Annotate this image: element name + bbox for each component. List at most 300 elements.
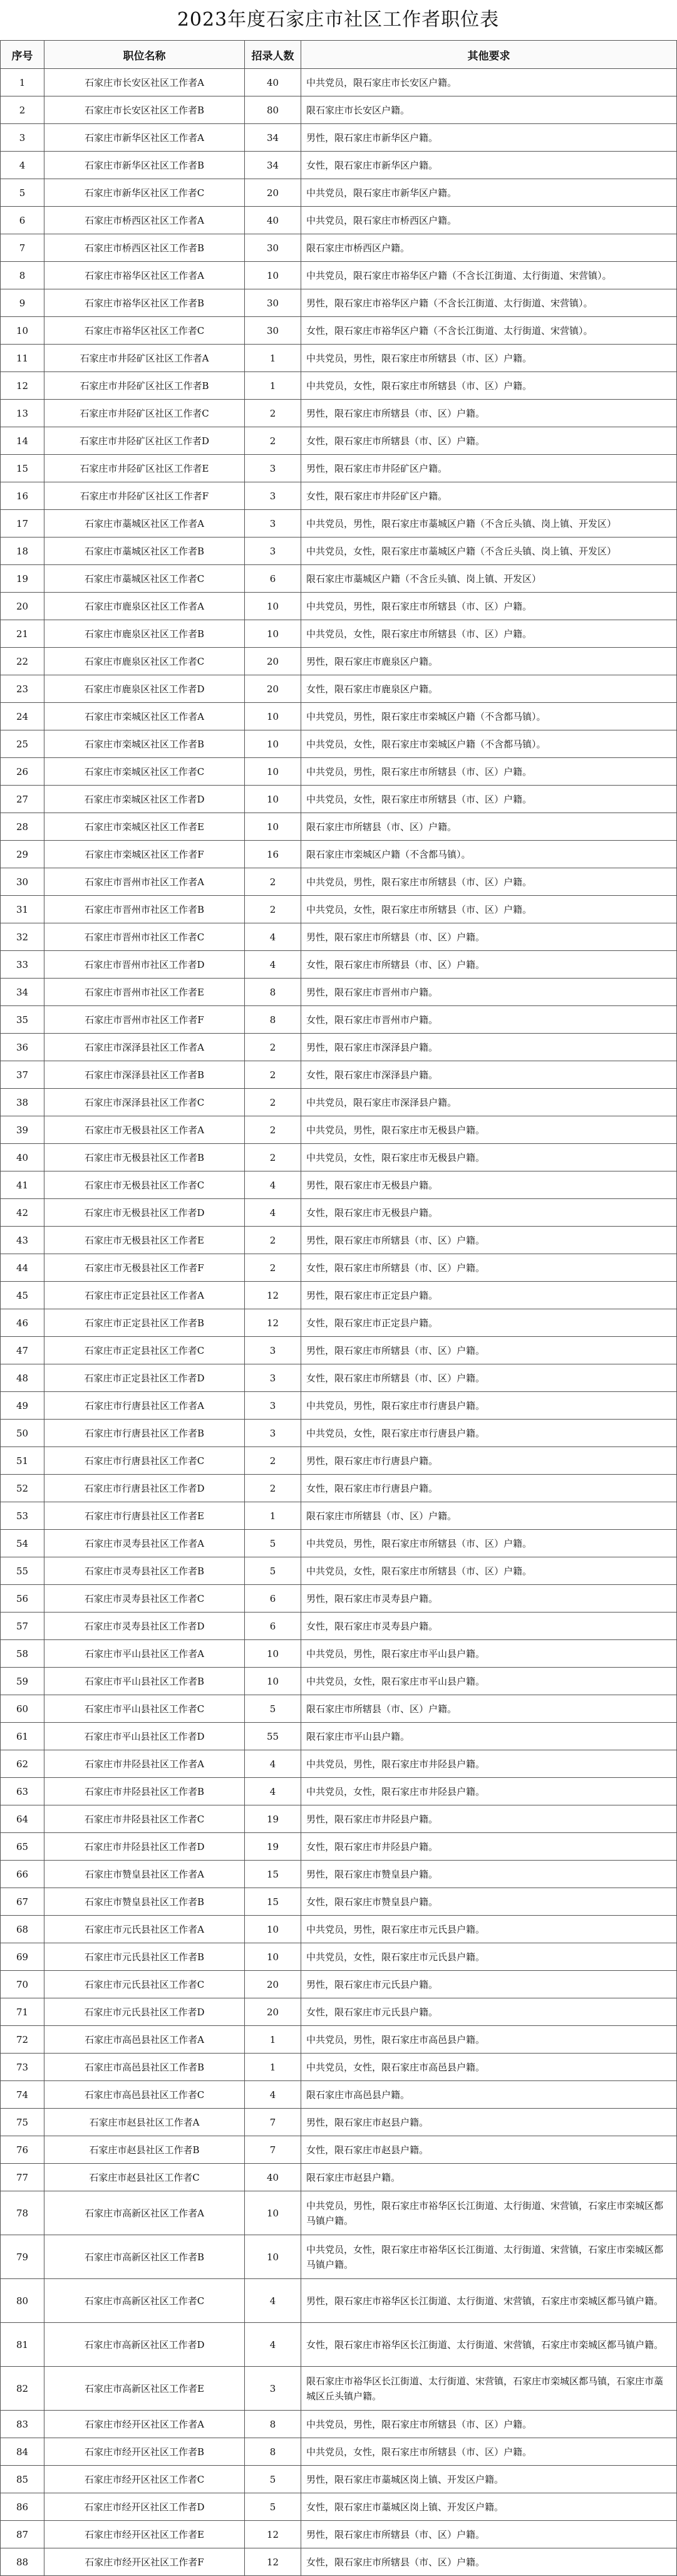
table-row [1, 1392, 677, 1420]
table-row [1, 2191, 677, 2235]
row-hire-count: 2 [245, 1144, 301, 1171]
row-hire-count: 3 [245, 538, 301, 565]
row-seq: 32 [1, 923, 44, 951]
row-requirements: 中共党员，男性，限石家庄市平山县户籍。 [301, 1640, 677, 1668]
row-hire-count: 12 [245, 2521, 301, 2548]
row-position-name: 石家庄市平山县社区工作者B [44, 1668, 245, 1695]
table-header-row [1, 41, 677, 69]
row-requirements: 男性，限石家庄市所辖县（市、区）户籍。 [301, 1227, 677, 1254]
row-seq: 15 [1, 455, 44, 482]
row-hire-count: 2 [245, 427, 301, 455]
row-seq: 67 [1, 1888, 44, 1916]
table-row [1, 1227, 677, 1254]
table-row [1, 2323, 677, 2367]
row-requirements: 中共党员，女性，限石家庄市裕华区长江街道、太行街道、宋营镇，石家庄市栾城区都马镇户籍。 [301, 2235, 677, 2279]
row-hire-count: 5 [245, 1530, 301, 1557]
row-requirements: 男性，限石家庄市元氏县户籍。 [301, 1971, 677, 1998]
row-seq: 33 [1, 951, 44, 979]
row-hire-count: 1 [245, 2054, 301, 2081]
table-row [1, 96, 677, 124]
row-hire-count: 15 [245, 1888, 301, 1916]
row-requirements: 中共党员，女性，限石家庄市高邑县户籍。 [301, 2054, 677, 2081]
row-position-name: 石家庄市深泽县社区工作者B [44, 1061, 245, 1089]
header-count: 招录人数 [245, 41, 301, 69]
row-hire-count: 80 [245, 96, 301, 124]
row-hire-count: 4 [245, 2081, 301, 2109]
row-hire-count: 4 [245, 1199, 301, 1227]
row-position-name: 石家庄市元氏县社区工作者D [44, 1998, 245, 2026]
table-row [1, 1199, 677, 1227]
row-requirements: 男性，限石家庄市裕华区户籍（不含长江街道、太行街道、宋营镇）。 [301, 289, 677, 317]
table-row [1, 1061, 677, 1089]
row-hire-count: 6 [245, 1585, 301, 1613]
table-row [1, 400, 677, 427]
row-seq: 87 [1, 2521, 44, 2548]
row-hire-count: 10 [245, 1640, 301, 1668]
row-seq: 70 [1, 1971, 44, 1998]
row-seq: 75 [1, 2109, 44, 2136]
row-requirements: 中共党员，男性，限石家庄市井陉县户籍。 [301, 1750, 677, 1778]
row-requirements: 男性，限石家庄市所辖县（市、区）户籍。 [301, 1337, 677, 1364]
row-seq: 24 [1, 703, 44, 730]
row-hire-count: 20 [245, 179, 301, 207]
table-row [1, 923, 677, 951]
row-requirements: 限石家庄市长安区户籍。 [301, 96, 677, 124]
row-seq: 2 [1, 96, 44, 124]
row-position-name: 石家庄市裕华区社区工作者C [44, 317, 245, 345]
row-hire-count: 4 [245, 1171, 301, 1199]
table-row [1, 482, 677, 510]
table-row [1, 1943, 677, 1971]
row-position-name: 石家庄市藁城区社区工作者A [44, 510, 245, 538]
row-requirements: 中共党员，男性，限石家庄市所辖县（市、区）户籍。 [301, 758, 677, 786]
row-seq: 61 [1, 1723, 44, 1750]
row-position-name: 石家庄市井陉矿区社区工作者E [44, 455, 245, 482]
row-hire-count: 2 [245, 1447, 301, 1475]
row-hire-count: 12 [245, 1282, 301, 1309]
table-row [1, 703, 677, 730]
row-requirements: 中共党员，男性，限石家庄市栾城区户籍（不含都马镇）。 [301, 703, 677, 730]
row-position-name: 石家庄市无极县社区工作者F [44, 1254, 245, 1282]
row-requirements: 中共党员，男性，限石家庄市裕华区长江街道、太行街道、宋营镇，石家庄市栾城区都马镇户籍。 [301, 2191, 677, 2235]
row-position-name: 石家庄市正定县社区工作者B [44, 1309, 245, 1337]
row-position-name: 石家庄市平山县社区工作者C [44, 1695, 245, 1723]
row-seq: 65 [1, 1833, 44, 1861]
table-row [1, 1695, 677, 1723]
row-hire-count: 40 [245, 207, 301, 234]
row-seq: 69 [1, 1943, 44, 1971]
row-requirements: 男性，限石家庄市所辖县（市、区）户籍。 [301, 400, 677, 427]
row-hire-count: 40 [245, 69, 301, 96]
table-row [1, 1613, 677, 1640]
table-row [1, 1089, 677, 1116]
row-position-name: 石家庄市裕华区社区工作者B [44, 289, 245, 317]
row-seq: 44 [1, 1254, 44, 1282]
table-row [1, 1475, 677, 1502]
row-position-name: 石家庄市行唐县社区工作者E [44, 1502, 245, 1530]
row-seq: 58 [1, 1640, 44, 1668]
row-requirements: 男性，限石家庄市赞皇县户籍。 [301, 1861, 677, 1888]
row-hire-count: 10 [245, 262, 301, 289]
row-seq: 7 [1, 234, 44, 262]
row-hire-count: 19 [245, 1833, 301, 1861]
row-requirements: 中共党员，限石家庄市新华区户籍。 [301, 179, 677, 207]
row-seq: 59 [1, 1668, 44, 1695]
row-seq: 62 [1, 1750, 44, 1778]
table-row [1, 1447, 677, 1475]
table-row [1, 2081, 677, 2109]
table-body [1, 69, 677, 2576]
row-requirements: 男性，限石家庄市井陉县户籍。 [301, 1805, 677, 1833]
row-seq: 19 [1, 565, 44, 593]
row-hire-count: 1 [245, 372, 301, 400]
row-hire-count: 7 [245, 2109, 301, 2136]
row-hire-count: 10 [245, 730, 301, 758]
page-title: 2023年度石家庄市社区工作者职位表 [177, 9, 500, 31]
row-hire-count: 10 [245, 2191, 301, 2235]
row-requirements: 男性，限石家庄市新华区户籍。 [301, 124, 677, 152]
row-position-name: 石家庄市井陉矿区社区工作者B [44, 372, 245, 400]
row-hire-count: 4 [245, 923, 301, 951]
row-seq: 73 [1, 2054, 44, 2081]
row-hire-count: 15 [245, 1861, 301, 1888]
table-row [1, 2411, 677, 2438]
row-hire-count: 3 [245, 455, 301, 482]
row-seq: 82 [1, 2367, 44, 2411]
table-row [1, 1282, 677, 1309]
row-requirements: 女性，限石家庄市行唐县户籍。 [301, 1475, 677, 1502]
row-requirements: 女性，限石家庄市元氏县户籍。 [301, 1998, 677, 2026]
table-row [1, 1971, 677, 1998]
row-requirements: 女性，限石家庄市所辖县（市、区）户籍。 [301, 1254, 677, 1282]
row-hire-count: 19 [245, 1805, 301, 1833]
table-row [1, 372, 677, 400]
row-position-name: 石家庄市晋州市社区工作者C [44, 923, 245, 951]
row-position-name: 石家庄市晋州市社区工作者F [44, 1006, 245, 1034]
row-seq: 39 [1, 1116, 44, 1144]
row-hire-count: 10 [245, 1916, 301, 1943]
row-hire-count: 8 [245, 2411, 301, 2438]
row-seq: 56 [1, 1585, 44, 1613]
row-requirements: 中共党员，女性，限石家庄市所辖县（市、区）户籍。 [301, 786, 677, 813]
row-hire-count: 20 [245, 648, 301, 675]
table-row [1, 317, 677, 345]
row-position-name: 石家庄市灵寿县社区工作者C [44, 1585, 245, 1613]
row-requirements: 中共党员，男性，限石家庄市元氏县户籍。 [301, 1916, 677, 1943]
table-row [1, 2367, 677, 2411]
row-hire-count: 4 [245, 2279, 301, 2323]
row-position-name: 石家庄市长安区社区工作者B [44, 96, 245, 124]
row-requirements: 中共党员，男性，限石家庄市所辖县（市、区）户籍。 [301, 593, 677, 620]
row-position-name: 石家庄市鹿泉区社区工作者D [44, 675, 245, 703]
row-seq: 8 [1, 262, 44, 289]
row-requirements: 女性，限石家庄市赞皇县户籍。 [301, 1888, 677, 1916]
row-seq: 64 [1, 1805, 44, 1833]
row-requirements: 中共党员，女性，限石家庄市栾城区户籍（不含都马镇）。 [301, 730, 677, 758]
row-seq: 14 [1, 427, 44, 455]
row-position-name: 石家庄市井陉矿区社区工作者D [44, 427, 245, 455]
header-requirements: 其他要求 [301, 41, 677, 69]
row-position-name: 石家庄市高新区社区工作者A [44, 2191, 245, 2235]
row-hire-count: 1 [245, 345, 301, 372]
table-row [1, 1668, 677, 1695]
row-position-name: 石家庄市平山县社区工作者D [44, 1723, 245, 1750]
row-position-name: 石家庄市井陉县社区工作者C [44, 1805, 245, 1833]
row-requirements: 中共党员，限石家庄市裕华区户籍（不含长江街道、太行街道、宋营镇）。 [301, 262, 677, 289]
table-row [1, 2235, 677, 2279]
row-requirements: 中共党员，男性，限石家庄市高邑县户籍。 [301, 2026, 677, 2054]
row-seq: 42 [1, 1199, 44, 1227]
row-seq: 66 [1, 1861, 44, 1888]
table-row [1, 951, 677, 979]
row-seq: 30 [1, 868, 44, 896]
row-requirements: 男性，限石家庄市行唐县户籍。 [301, 1447, 677, 1475]
row-position-name: 石家庄市元氏县社区工作者A [44, 1916, 245, 1943]
row-position-name: 石家庄市栾城区社区工作者D [44, 786, 245, 813]
row-hire-count: 1 [245, 2026, 301, 2054]
row-seq: 71 [1, 1998, 44, 2026]
table-row [1, 262, 677, 289]
row-requirements: 女性，限石家庄市所辖县（市、区）户籍。 [301, 427, 677, 455]
row-seq: 3 [1, 124, 44, 152]
row-position-name: 石家庄市赵县社区工作者A [44, 2109, 245, 2136]
row-seq: 23 [1, 675, 44, 703]
row-hire-count: 5 [245, 2493, 301, 2521]
row-hire-count: 30 [245, 234, 301, 262]
table-row [1, 1916, 677, 1943]
row-position-name: 石家庄市桥西区社区工作者A [44, 207, 245, 234]
row-requirements: 女性，限石家庄市鹿泉区户籍。 [301, 675, 677, 703]
row-hire-count: 6 [245, 1613, 301, 1640]
row-seq: 48 [1, 1364, 44, 1392]
row-requirements: 中共党员，限石家庄市长安区户籍。 [301, 69, 677, 96]
row-seq: 27 [1, 786, 44, 813]
row-hire-count: 3 [245, 1420, 301, 1447]
row-requirements: 女性，限石家庄市裕华区长江街道、太行街道、宋营镇，石家庄市栾城区都马镇户籍。 [301, 2323, 677, 2367]
table-row [1, 868, 677, 896]
table-row [1, 1861, 677, 1888]
row-requirements: 中共党员，女性，限石家庄市行唐县户籍。 [301, 1420, 677, 1447]
row-hire-count: 20 [245, 675, 301, 703]
row-position-name: 石家庄市正定县社区工作者C [44, 1337, 245, 1364]
table-row [1, 2466, 677, 2493]
row-seq: 16 [1, 482, 44, 510]
row-seq: 12 [1, 372, 44, 400]
row-position-name: 石家庄市藁城区社区工作者B [44, 538, 245, 565]
row-seq: 41 [1, 1171, 44, 1199]
row-position-name: 石家庄市栾城区社区工作者C [44, 758, 245, 786]
row-seq: 57 [1, 1613, 44, 1640]
row-position-name: 石家庄市新华区社区工作者B [44, 152, 245, 179]
row-seq: 68 [1, 1916, 44, 1943]
row-requirements: 中共党员，男性，限石家庄市所辖县（市、区）户籍。 [301, 2411, 677, 2438]
row-seq: 76 [1, 2136, 44, 2164]
row-requirements: 限石家庄市桥西区户籍。 [301, 234, 677, 262]
row-hire-count: 3 [245, 482, 301, 510]
row-requirements: 中共党员，男性，限石家庄市行唐县户籍。 [301, 1392, 677, 1420]
row-position-name: 石家庄市行唐县社区工作者A [44, 1392, 245, 1420]
row-position-name: 石家庄市鹿泉区社区工作者B [44, 620, 245, 648]
row-position-name: 石家庄市鹿泉区社区工作者C [44, 648, 245, 675]
row-position-name: 石家庄市赞皇县社区工作者B [44, 1888, 245, 1916]
row-seq: 55 [1, 1557, 44, 1585]
row-position-name: 石家庄市无极县社区工作者A [44, 1116, 245, 1144]
row-position-name: 石家庄市平山县社区工作者A [44, 1640, 245, 1668]
row-seq: 79 [1, 2235, 44, 2279]
row-requirements: 限石家庄市赵县户籍。 [301, 2164, 677, 2191]
row-hire-count: 30 [245, 317, 301, 345]
row-hire-count: 4 [245, 951, 301, 979]
row-seq: 52 [1, 1475, 44, 1502]
table-row [1, 289, 677, 317]
row-position-name: 石家庄市赵县社区工作者B [44, 2136, 245, 2164]
row-seq: 37 [1, 1061, 44, 1089]
row-seq: 34 [1, 979, 44, 1006]
row-position-name: 石家庄市高邑县社区工作者B [44, 2054, 245, 2081]
row-seq: 17 [1, 510, 44, 538]
row-hire-count: 10 [245, 703, 301, 730]
table-row [1, 1530, 677, 1557]
row-seq: 21 [1, 620, 44, 648]
row-hire-count: 10 [245, 758, 301, 786]
table-row [1, 1116, 677, 1144]
row-hire-count: 10 [245, 1943, 301, 1971]
row-requirements: 中共党员，女性，限石家庄市藁城区户籍（不含丘头镇、岗上镇、开发区） [301, 538, 677, 565]
table-row [1, 758, 677, 786]
row-position-name: 石家庄市行唐县社区工作者D [44, 1475, 245, 1502]
row-position-name: 石家庄市裕华区社区工作者A [44, 262, 245, 289]
table-row [1, 2109, 677, 2136]
table-row [1, 1420, 677, 1447]
row-position-name: 石家庄市晋州市社区工作者E [44, 979, 245, 1006]
table-row [1, 593, 677, 620]
table-row [1, 730, 677, 758]
row-hire-count: 4 [245, 1750, 301, 1778]
row-hire-count: 3 [245, 2367, 301, 2411]
row-requirements: 女性，限石家庄市所辖县（市、区）户籍。 [301, 951, 677, 979]
row-seq: 77 [1, 2164, 44, 2191]
row-hire-count: 16 [245, 841, 301, 868]
row-requirements: 限石家庄市所辖县（市、区）户籍。 [301, 1695, 677, 1723]
row-position-name: 石家庄市灵寿县社区工作者A [44, 1530, 245, 1557]
row-requirements: 男性，限石家庄市井陉矿区户籍。 [301, 455, 677, 482]
row-hire-count: 6 [245, 565, 301, 593]
row-hire-count: 34 [245, 152, 301, 179]
row-requirements: 女性，限石家庄市无极县户籍。 [301, 1199, 677, 1227]
table-row [1, 152, 677, 179]
row-requirements: 限石家庄市栾城区户籍（不含都马镇）。 [301, 841, 677, 868]
row-requirements: 女性，限石家庄市裕华区户籍（不含长江街道、太行街道、宋营镇）。 [301, 317, 677, 345]
row-seq: 74 [1, 2081, 44, 2109]
row-seq: 80 [1, 2279, 44, 2323]
row-hire-count: 8 [245, 2438, 301, 2466]
row-hire-count: 2 [245, 400, 301, 427]
row-seq: 25 [1, 730, 44, 758]
row-position-name: 石家庄市经开区社区工作者A [44, 2411, 245, 2438]
row-position-name: 石家庄市高新区社区工作者D [44, 2323, 245, 2367]
row-position-name: 石家庄市元氏县社区工作者B [44, 1943, 245, 1971]
table-row [1, 2521, 677, 2548]
row-position-name: 石家庄市经开区社区工作者C [44, 2466, 245, 2493]
row-hire-count: 2 [245, 868, 301, 896]
row-position-name: 石家庄市井陉县社区工作者D [44, 1833, 245, 1861]
row-position-name: 石家庄市高新区社区工作者B [44, 2235, 245, 2279]
row-position-name: 石家庄市栾城区社区工作者B [44, 730, 245, 758]
row-position-name: 石家庄市栾城区社区工作者F [44, 841, 245, 868]
row-seq: 26 [1, 758, 44, 786]
row-hire-count: 2 [245, 1089, 301, 1116]
table-row [1, 2164, 677, 2191]
table-row [1, 1805, 677, 1833]
row-seq: 50 [1, 1420, 44, 1447]
table-row [1, 538, 677, 565]
row-requirements: 女性，限石家庄市灵寿县户籍。 [301, 1613, 677, 1640]
table-row [1, 1778, 677, 1805]
row-position-name: 石家庄市井陉矿区社区工作者C [44, 400, 245, 427]
row-position-name: 石家庄市无极县社区工作者D [44, 1199, 245, 1227]
row-seq: 35 [1, 1006, 44, 1034]
row-hire-count: 10 [245, 2235, 301, 2279]
table-row [1, 2054, 677, 2081]
table-row [1, 1833, 677, 1861]
row-requirements: 女性，限石家庄市深泽县户籍。 [301, 1061, 677, 1089]
row-position-name: 石家庄市高新区社区工作者C [44, 2279, 245, 2323]
row-position-name: 石家庄市晋州市社区工作者B [44, 896, 245, 923]
row-seq: 4 [1, 152, 44, 179]
row-hire-count: 2 [245, 896, 301, 923]
row-seq: 81 [1, 2323, 44, 2367]
row-requirements: 中共党员，女性，限石家庄市平山县户籍。 [301, 1668, 677, 1695]
row-hire-count: 12 [245, 2548, 301, 2576]
row-position-name: 石家庄市桥西区社区工作者B [44, 234, 245, 262]
row-seq: 9 [1, 289, 44, 317]
table-row [1, 1723, 677, 1750]
row-position-name: 石家庄市藁城区社区工作者C [44, 565, 245, 593]
header-position: 职位名称 [44, 41, 245, 69]
table-row [1, 1171, 677, 1199]
row-requirements: 中共党员，男性，限石家庄市所辖县（市、区）户籍。 [301, 1530, 677, 1557]
row-requirements: 女性，限石家庄市井陉矿区户籍。 [301, 482, 677, 510]
row-requirements: 中共党员，男性，限石家庄市藁城区户籍（不含丘头镇、岗上镇、开发区） [301, 510, 677, 538]
row-seq: 43 [1, 1227, 44, 1254]
table-row [1, 2438, 677, 2466]
row-seq: 1 [1, 69, 44, 96]
row-position-name: 石家庄市正定县社区工作者A [44, 1282, 245, 1309]
row-hire-count: 3 [245, 1392, 301, 1420]
table-row [1, 2136, 677, 2164]
row-position-name: 石家庄市正定县社区工作者D [44, 1364, 245, 1392]
row-hire-count: 10 [245, 593, 301, 620]
row-seq: 13 [1, 400, 44, 427]
row-seq: 54 [1, 1530, 44, 1557]
row-hire-count: 4 [245, 2323, 301, 2367]
row-requirements: 女性，限石家庄市所辖县（市、区）户籍。 [301, 1364, 677, 1392]
row-requirements: 中共党员，男性，限石家庄市无极县户籍。 [301, 1116, 677, 1144]
table-row [1, 1254, 677, 1282]
table-row [1, 675, 677, 703]
row-position-name: 石家庄市经开区社区工作者D [44, 2493, 245, 2521]
row-requirements: 中共党员，限石家庄市桥西区户籍。 [301, 207, 677, 234]
row-requirements: 中共党员，女性，限石家庄市井陉县户籍。 [301, 1778, 677, 1805]
row-seq: 5 [1, 179, 44, 207]
table-row [1, 1006, 677, 1034]
row-seq: 51 [1, 1447, 44, 1475]
row-requirements: 限石家庄市所辖县（市、区）户籍。 [301, 813, 677, 841]
row-position-name: 石家庄市新华区社区工作者C [44, 179, 245, 207]
row-requirements: 中共党员，女性，限石家庄市所辖县（市、区）户籍。 [301, 2438, 677, 2466]
row-hire-count: 2 [245, 1254, 301, 1282]
table-row [1, 455, 677, 482]
